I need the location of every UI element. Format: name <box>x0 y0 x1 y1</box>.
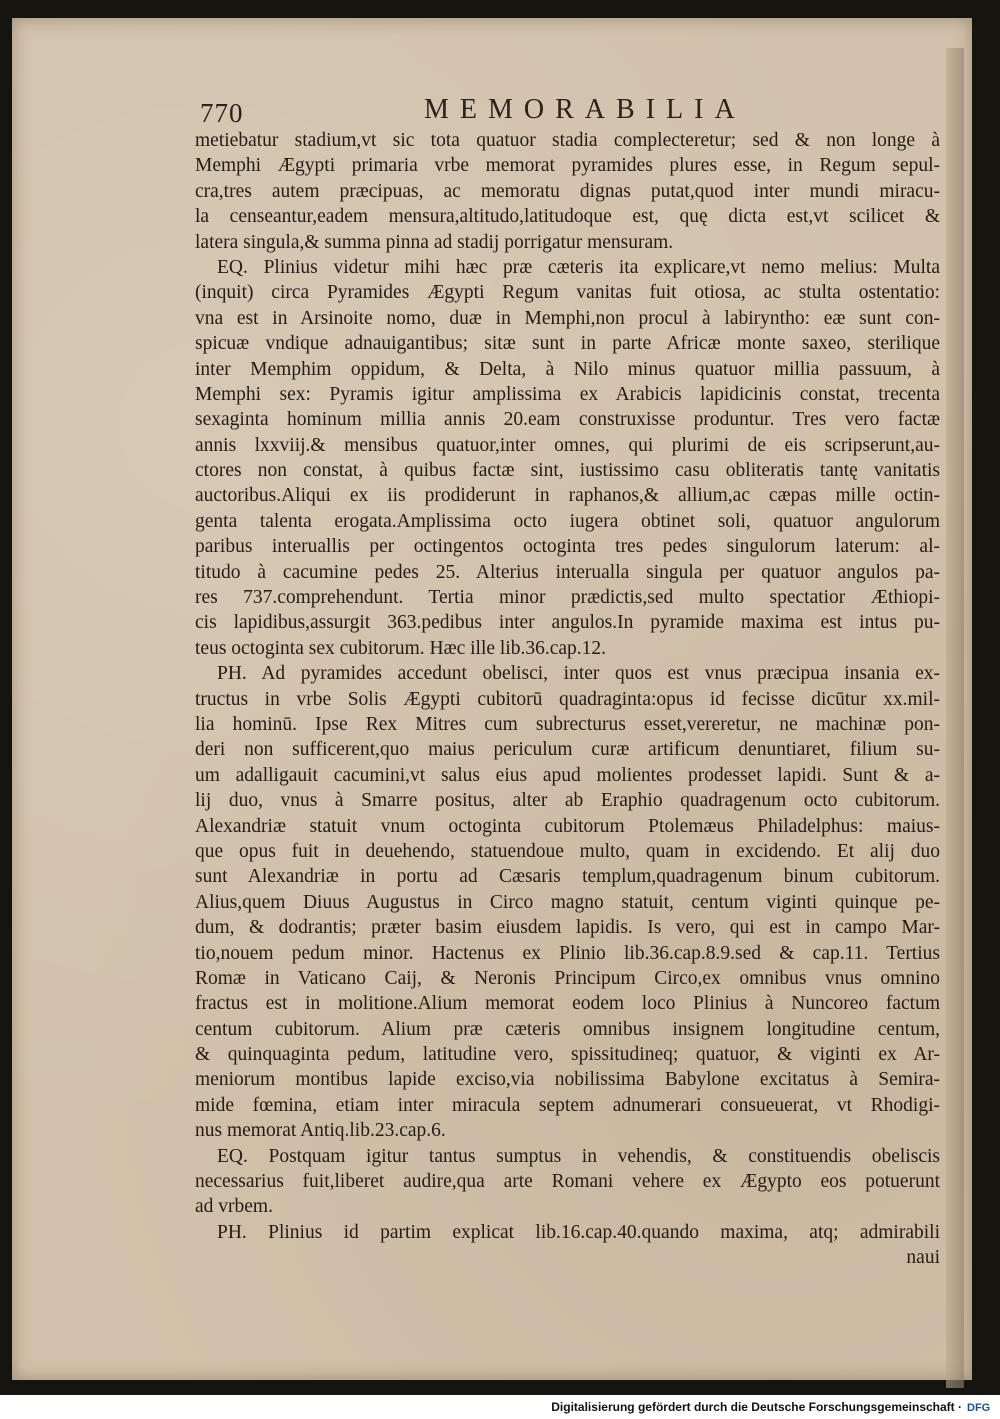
text-line: teus octoginta sex cubitorum. Hæc ille lib.36.cap.12. <box>195 637 607 659</box>
text-line: metiebatur stadium,vt sic tota quatuor stadia complecteretur; sed & non longe à <box>195 130 940 151</box>
dfg-logo-icon <box>966 1399 994 1414</box>
text-line: sexaginta hominum millia annis 20.eam construxisse produntur. Tres vero factæ <box>195 409 940 431</box>
text-line: deri non sufficerent,quo maius periculum curæ artificum denuntiaret, filium su- <box>195 739 940 761</box>
page-number: 770 <box>200 98 244 128</box>
text-line: dum, & dodrantis; præter basim eiusdem lapidis. Is vero, qui est in campo Mar- <box>195 917 940 939</box>
body-text <box>195 128 940 1271</box>
funding-credit: Digitalisierung gefördert durch die Deutsche Forschungsgemeinschaft · <box>551 1400 962 1414</box>
text-line: latera singula,& summa pinna ad stadij porrigatur mensuram. <box>195 231 674 253</box>
digitization-footer <box>0 1395 1000 1419</box>
text-line: meniorum montibus lapide exciso,via nobilissima Babylone excitatus à Semira- <box>195 1069 940 1091</box>
text-line: annis lxxviij.& mensibus quatuor,inter omnes, qui plurimi de eis scripserunt,au- <box>195 434 940 456</box>
text-line: nus memorat Antiq.lib.23.cap.6. <box>195 1120 446 1142</box>
text-line: ctores non constat, à quibus factæ sint, iustissimo casu obliteratis tantę vanitatis <box>195 460 940 482</box>
text-line: vna est in Arsinoite nomo, duæ in Memphi,non procul à labirynthо: eæ sunt con- <box>195 307 940 329</box>
text-line: lij duo, vnus à Smarre positus, alter ab Eraphio quadragenum octo cubitorum. <box>195 790 940 812</box>
text-line: lia hominū. Ipse Rex Mitres cum subrecturus esset,vereretur, ne machinæ pon- <box>195 713 940 735</box>
text-line: tio,nouem pedum minor. Hactenus ex Plinio lib.36.cap.8.9.sed & cap.11. Tertius <box>195 942 940 964</box>
text-line: PH. Ad pyramides accedunt obelisci, inter quos est vnus præcipua insania ex- <box>217 663 940 685</box>
text-line: & quinquaginta pedum, latitudine vero, spissitudineq; quatuor, & viginti ex Ar- <box>195 1044 940 1066</box>
text-line: genta talenta erogata.Amplissima octo iugera obtinet soli, quatuor angulorum <box>195 510 940 532</box>
text-line: la censeantur,eadem mensura,altitudo,latitudoque est, quę dicta est,vt scilicet & <box>195 206 940 228</box>
text-line: tructus in vrbe Solis Ægypti cubitorū quadraginta:opus id fecisse dicūtur xx.mil- <box>195 688 940 710</box>
page-header <box>12 88 972 128</box>
text-line: ad vrbem. <box>195 1196 273 1218</box>
page-edge-shadow <box>946 48 964 1388</box>
text-line: Romæ in Vaticano Caij, & Neronis Principum Circo,ex omnibus vnus omnino <box>195 967 940 989</box>
text-line: Memphi sex: Pyramis igitur amplissima ex Arabicis lapidicinis constat, trecenta <box>195 383 940 405</box>
text-line: fractus est in molitione.Alium memorat eodem loco Plinius à Nuncoreo factum <box>195 993 940 1015</box>
svg-text:DFG: DFG <box>967 1402 991 1414</box>
running-title: MEMORABILIA <box>424 94 746 125</box>
text-line: titudo à cacumine pedes 25. Alterius interualla singula per quatuor angulos pa- <box>195 561 940 583</box>
text-line: paribus interuallis per octingentos octoginta tres pedes singulorum laterum: al- <box>195 536 940 558</box>
text-line: inter Memphim oppidum, & Delta, à Nilo minus quatuor millia passuum, à <box>195 358 940 380</box>
text-line: necessarius fuit,liberet audire,qua arte Romani vehere ex Ægypto eos potuerunt <box>195 1171 940 1193</box>
text-line: cis lapidibus,assurgit 363.pedibus inter angulos.In pyramide maxima est intus pu- <box>195 612 940 634</box>
book-page <box>12 18 972 1380</box>
text-line: que opus fuit in deuehendo, statuendoue multo, quam in excidendo. Et alij duo <box>195 840 940 862</box>
text-line: sunt Alexandriæ in portu ad Cæsaris templum,quadragenum binum cubitorum. <box>195 866 940 888</box>
catchword: naui <box>906 1247 940 1269</box>
text-line: Alius,quem Diuus Augustus in Circo magno statuit, centum viginti quinque pe- <box>195 891 940 913</box>
text-line: um adalligauit cacumini,vt salus eius apud molientes prodesset lapidi. Sunt & a- <box>195 764 940 786</box>
text-line: Memphi Ægypti primaria vrbe memorat pyramides plures esse, in Regum sepul- <box>195 155 940 177</box>
text-line: centum cubitorum. Alium præ cæteris omnibus insignem longitudine centum, <box>195 1018 940 1040</box>
text-line: (inquit) circa Pyramides Ægypti Regum vanitas fuit otiosa, ac stulta ostentatio: <box>195 282 940 304</box>
text-line: EQ. Plinius videtur mihi hæc præ cæteris ita explicare,vt nemo melius: Multa <box>217 256 940 278</box>
text-line: PH. Plinius id partim explicat lib.16.cap.40.quando maxima, atq; admirabili <box>217 1221 940 1243</box>
text-line: mide fœmina, etiam inter miracula septem adnumerari consueuerat, vt Rhodigi- <box>195 1094 940 1116</box>
text-line: spicuæ vndique adnauigantibus; sitæ sunt in parte Africæ monte saxeo, sterilique <box>195 333 940 355</box>
text-line: cra,tres autem præcipuas, ac memoratu dignas putat,quod inter mundi miracu- <box>195 180 940 202</box>
text-line: res 737.comprehendunt. Tertia minor prædictis,sed multo spectatior Æthiopi- <box>195 587 940 609</box>
text-line: Alexandriæ statuit vnum octoginta cubitorum Ptolemæus Philadelphus: maius- <box>195 815 940 837</box>
text-line: EQ. Postquam igitur tantus sumptus in vehendis, & constituendis obeliscis <box>217 1145 940 1167</box>
text-line: auctoribus.Aliqui ex iis prodiderunt in raphanos,& allium,ac cæpas mille octin- <box>195 485 940 507</box>
